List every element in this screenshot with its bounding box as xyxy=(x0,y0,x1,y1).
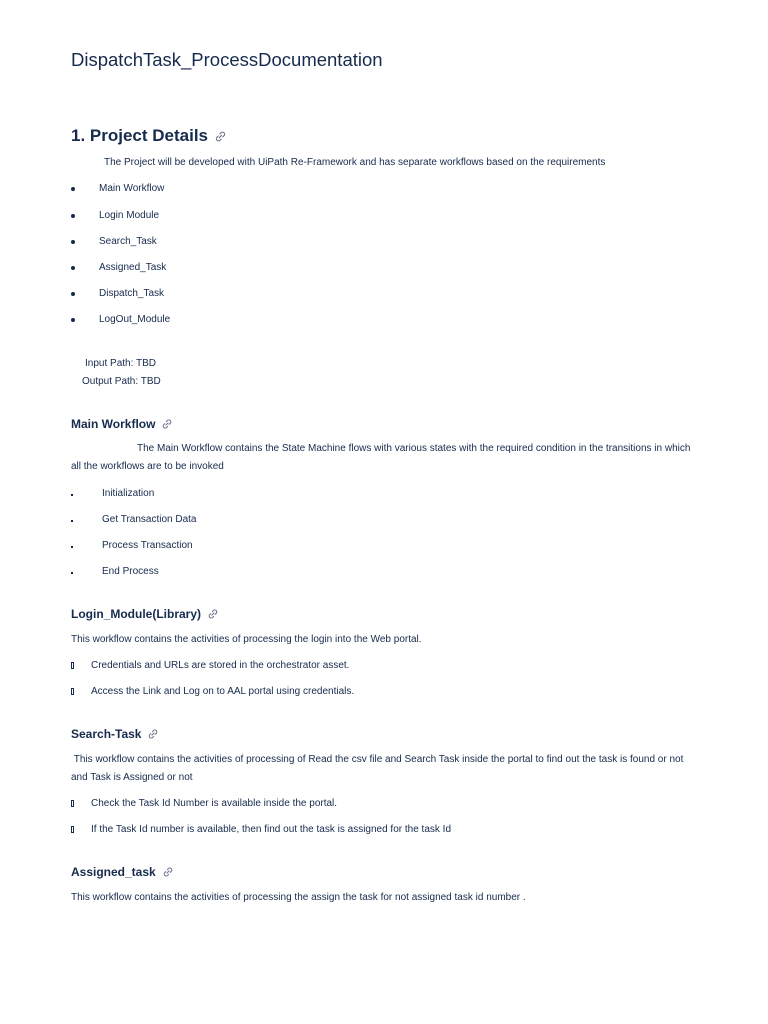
link-icon[interactable] xyxy=(207,608,219,620)
bullet-icon xyxy=(71,797,83,812)
bullet-icon xyxy=(71,182,83,196)
heading-text: Login_Module(Library) xyxy=(71,607,201,621)
assigned-task-heading xyxy=(71,865,174,879)
heading-text: Assigned_task xyxy=(71,865,156,879)
heading-text: 1. Project Details xyxy=(71,126,209,145)
link-icon[interactable] xyxy=(161,418,173,430)
bullet-icon xyxy=(71,261,83,275)
bullet-icon xyxy=(71,565,83,579)
search-task-description: This workflow contains the activities of processing of Read the csv file and Search Task inside the portal to find out the task is found or not and Task is Assigned or not xyxy=(71,754,687,783)
bullet-icon xyxy=(71,659,83,674)
heading-text: Search-Task xyxy=(71,727,142,741)
assigned-task-description: This workflow contains the activities of processing the assign the task for not assigned task id number . xyxy=(71,892,526,903)
project-intro: The Project will be developed with UiPath Re-Framework and has separate workflows based on the requirements xyxy=(104,157,606,168)
heading-text: Main Workflow xyxy=(71,417,156,431)
bullet-icon xyxy=(71,235,83,249)
bullet-icon xyxy=(71,313,83,327)
input-path: Input Path: TBD xyxy=(85,358,156,369)
output-path: Output Path: TBD xyxy=(82,376,161,387)
link-icon[interactable] xyxy=(162,866,174,878)
login-module-heading xyxy=(71,607,219,621)
bullet-icon xyxy=(71,685,83,700)
link-icon[interactable] xyxy=(214,130,227,143)
bullet-icon xyxy=(71,487,83,501)
search-task-heading xyxy=(71,727,159,741)
main-workflow-heading xyxy=(71,417,173,431)
bullet-icon xyxy=(71,287,83,301)
bullet-icon xyxy=(71,539,83,553)
link-icon[interactable] xyxy=(147,728,159,740)
bullet-icon xyxy=(71,513,83,527)
page-title: DispatchTask_ProcessDocumentation xyxy=(71,49,383,70)
main-workflow-description: The Main Workflow contains the State Machine flows with various states with the required condition in the transitions in which all the workflows are to be invoked xyxy=(71,443,691,472)
project-details-heading xyxy=(71,126,227,146)
bullet-icon xyxy=(71,823,83,838)
login-module-description: This workflow contains the activities of processing the login into the Web portal. xyxy=(71,634,422,645)
bullet-icon xyxy=(71,209,83,223)
